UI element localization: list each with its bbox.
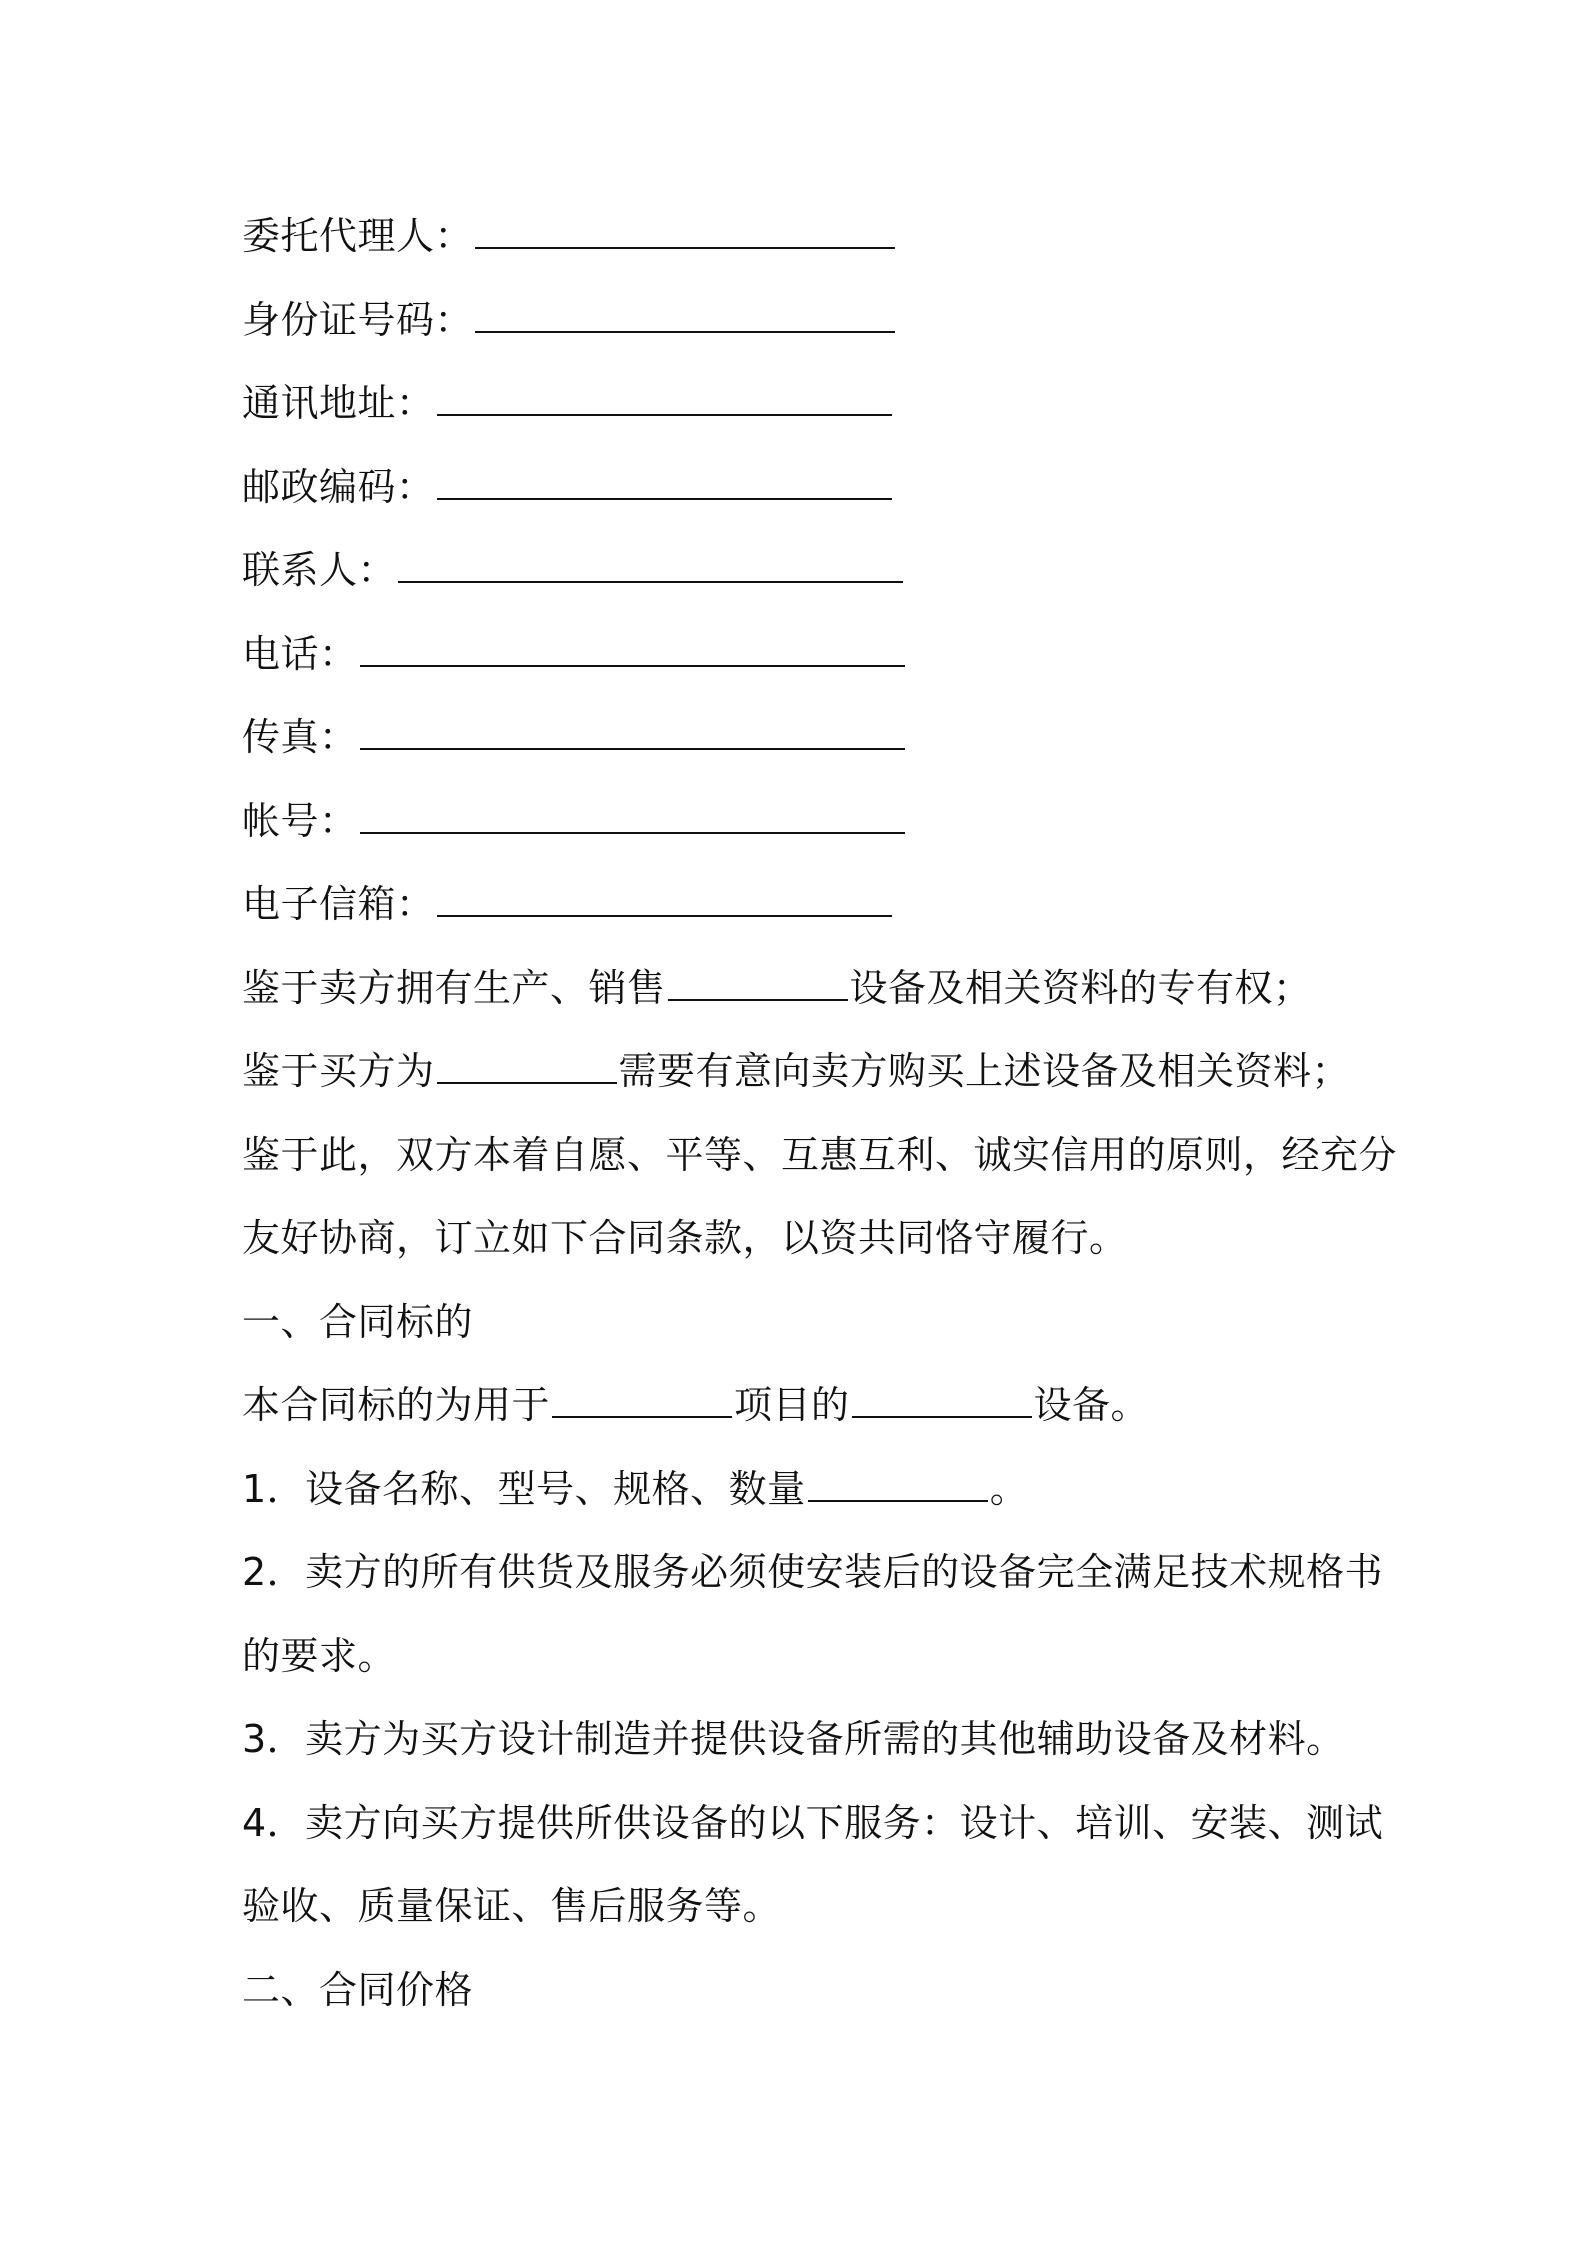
postcode-blank bbox=[437, 468, 892, 500]
agent-label: 委托代理人： bbox=[242, 214, 474, 258]
contact-blank bbox=[398, 551, 903, 583]
contract-page bbox=[242, 195, 1398, 2032]
section1-item4-line1: 4．卖方向买方提供所供设备的以下服务：设计、培训、安装、测试 bbox=[242, 1800, 1384, 1845]
section1-item3: 3．卖方为买方设计制造并提供设备所需的其他辅助设备及材料。 bbox=[242, 1717, 1345, 1761]
recital-buyer-text-b: 需要有意向卖方购买上述设备及相关资料； bbox=[618, 1049, 1351, 1093]
section1-item1-text-a: 1．设备名称、型号、规格、数量 bbox=[242, 1466, 806, 1511]
section1-intro bbox=[242, 1364, 1362, 1448]
phone-blank bbox=[360, 635, 905, 667]
section1-item4-line2: 验收、质量保证、售后服务等。 bbox=[242, 1884, 782, 1928]
recital-buyer-blank bbox=[437, 1052, 617, 1084]
recital-buyer bbox=[242, 1030, 1362, 1114]
section1-item1 bbox=[242, 1448, 1362, 1532]
section1-intro-text-a: 本合同标的为用于 bbox=[242, 1383, 551, 1427]
fax-line bbox=[242, 696, 1362, 780]
fax-label: 传真： bbox=[242, 715, 358, 759]
account-label: 帐号： bbox=[242, 798, 358, 843]
recital-principle-line2: 友好协商，订立如下合同条款，以资共同恪守履行。 bbox=[242, 1216, 1128, 1260]
section1-item1-text-b: 。 bbox=[989, 1466, 1029, 1511]
agent-line bbox=[242, 195, 1362, 279]
id-number-label: 身份证号码： bbox=[242, 297, 474, 342]
recital-buyer-text-a: 鉴于买方为 bbox=[242, 1049, 435, 1093]
contact-line bbox=[242, 529, 1362, 613]
section1-project-blank bbox=[552, 1386, 732, 1418]
recital-principle-line1: 鉴于此，双方本着自愿、平等、互惠互利、诚实信用的原则，经充分 bbox=[242, 1132, 1398, 1177]
account-blank bbox=[360, 802, 905, 834]
contact-label: 联系人： bbox=[242, 548, 397, 592]
fax-blank bbox=[360, 718, 905, 750]
postcode-label: 邮政编码： bbox=[242, 464, 435, 509]
id-number-blank bbox=[475, 301, 895, 333]
postcode-line bbox=[242, 446, 1362, 530]
section1-heading: 一、合同标的 bbox=[242, 1299, 474, 1344]
address-blank bbox=[437, 384, 892, 416]
id-number-line bbox=[242, 279, 1362, 363]
section1-intro-text-c: 设备。 bbox=[1033, 1383, 1150, 1427]
section2-heading: 二、合同价格 bbox=[242, 1967, 474, 2012]
address-line bbox=[242, 362, 1362, 446]
agent-blank bbox=[475, 217, 895, 249]
address-label: 通讯地址： bbox=[242, 381, 435, 425]
email-blank bbox=[437, 885, 892, 917]
section1-equipment-blank bbox=[852, 1386, 1032, 1418]
phone-line bbox=[242, 613, 1362, 697]
section1-intro-text-b: 项目的 bbox=[734, 1383, 850, 1427]
email-label: 电子信箱： bbox=[242, 882, 435, 926]
section1-item2-line2: 的要求。 bbox=[242, 1633, 397, 1678]
recital-seller-blank bbox=[668, 969, 848, 1001]
recital-seller-text-a: 鉴于卖方拥有生产、销售 bbox=[242, 965, 666, 1010]
section1-item1-blank bbox=[808, 1470, 988, 1502]
section1-item2-line1: 2．卖方的所有供货及服务必须使安装后的设备完全满足技术规格书 bbox=[242, 1550, 1384, 1594]
recital-seller-text-b: 设备及相关资料的专有权； bbox=[849, 965, 1312, 1010]
recital-seller bbox=[242, 947, 1362, 1031]
account-line bbox=[242, 780, 1362, 864]
phone-label: 电话： bbox=[242, 631, 358, 676]
email-line bbox=[242, 863, 1362, 947]
